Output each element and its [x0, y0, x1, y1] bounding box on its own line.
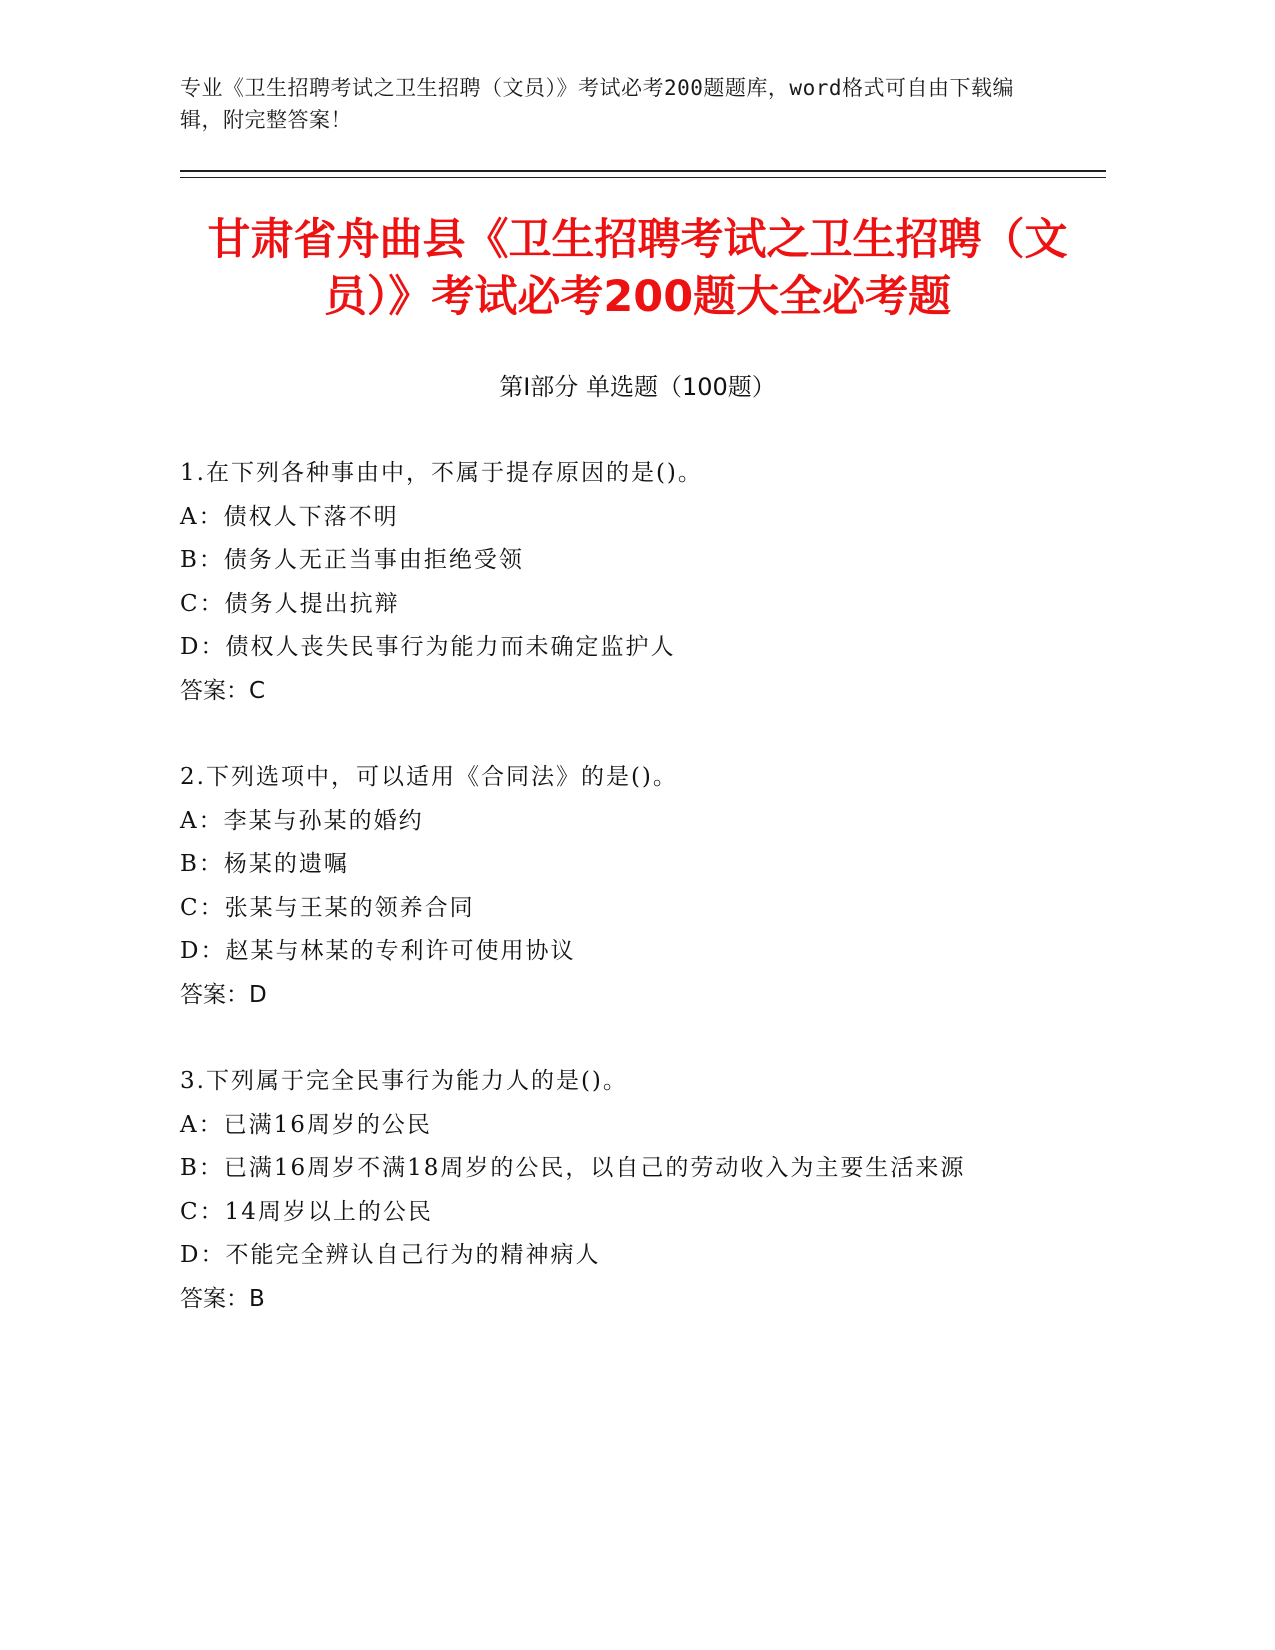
option-a: A：李某与孙某的婚约 — [180, 807, 424, 834]
answer-line: 答案：B — [180, 1285, 265, 1312]
option-d: D：赵某与林某的专利许可使用协议 — [180, 938, 576, 964]
question-item — [180, 452, 1040, 713]
header-note: 专业《卫生招聘考试之卫生招聘（文员）》考试必考200题题库，word格式可自由下载编辑，附完整答案！ — [180, 76, 1014, 132]
question-item — [180, 756, 1040, 1017]
question-stem: 2.下列选项中，可以适用《合同法》的是()。 — [180, 764, 678, 790]
header-divider-thin — [180, 177, 1106, 178]
document-title: 甘肃省舟曲县《卫生招聘考试之卫生招聘（文员）》考试必考200题大全必考题 — [207, 215, 1068, 322]
option-c: C：张某与王某的领养合同 — [180, 894, 475, 921]
option-d: D：不能完全辨认自己行为的精神病人 — [180, 1242, 601, 1268]
option-a: A：债权人下落不明 — [180, 503, 399, 530]
header-divider-thick — [180, 170, 1106, 172]
option-b: B：杨某的遗嘱 — [180, 851, 349, 877]
question-stem: 1.在下列各种事由中，不属于提存原因的是()。 — [180, 460, 703, 486]
answer-line: 答案：D — [180, 981, 267, 1008]
option-a: A：已满16周岁的公民 — [180, 1111, 432, 1138]
option-b: B：已满16周岁不满18周岁的公民，以自己的劳动收入为主要生活来源 — [180, 1155, 966, 1181]
question-stem: 3.下列属于完全民事行为能力人的是()。 — [180, 1068, 628, 1094]
section-title: 第I部分 单选题（100题） — [499, 373, 776, 401]
question-list — [180, 452, 1040, 1364]
option-d: D：债权人丧失民事行为能力而未确定监护人 — [180, 634, 676, 660]
question-item — [180, 1060, 1040, 1321]
option-b: B：债务人无正当事由拒绝受领 — [180, 547, 524, 573]
option-c: C：债务人提出抗辩 — [180, 590, 400, 617]
option-c: C：14周岁以上的公民 — [180, 1198, 433, 1225]
answer-line: 答案：C — [180, 677, 266, 704]
